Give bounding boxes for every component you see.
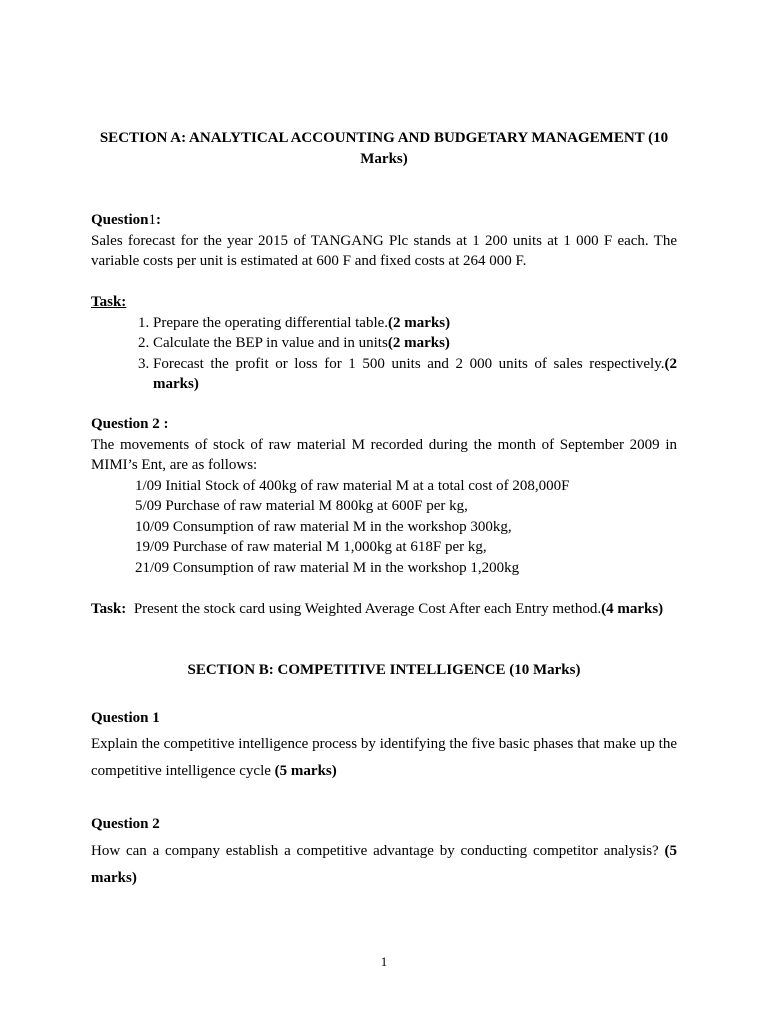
section-a-question-2 [91,414,677,578]
question-2-task [91,599,677,620]
question-2-task-marks: (4 marks) [601,601,664,617]
section-a-question-1 [91,210,677,272]
question-2-text: The movements of stock of raw material M recorded during the month of September 2009 in MIMI’s Ent, are as follows: [91,436,677,473]
stock-movement-list [91,476,677,579]
stock-entry: 5/09 Purchase of raw material M 800kg at 600F per kg, [135,498,468,514]
task-item-3: 3. Forecast the profit or loss for 1 500 units and 2 000 units of sales respectively.(2 marks) [153,354,677,395]
question-1-text: Sales forecast for the year 2015 of TANGANG Plc stands at 1 200 units at 1 000 F each. The variable costs per unit is estimated at 600 F and fixed costs at 264 000 F. [91,232,677,269]
stock-entry: 10/09 Consumption of raw material M in the workshop 300kg, [135,518,512,535]
task-label: Task: [91,294,127,310]
task-item-1: 1. Prepare the operating differential table.(2 marks) [153,313,677,334]
question-1-label: Question1: [91,212,162,228]
section-b-question-2-label: Question 2 [91,816,160,832]
section-a-question-1-tasks [91,292,677,395]
question-2-task-text: Present the stock card using Weighted Average Cost After each Entry method. [133,601,602,617]
stock-entry: 21/09 Consumption of raw material M in the workshop 1,200kg [135,559,520,576]
task-list [91,313,677,395]
stock-entry: 1/09 Initial Stock of 400kg of raw material M at a total cost of 208,000F [135,477,570,494]
section-b-question-1-text: Explain the competitive intelligence process by identifying the five basic phases that make up the competitive intelligence cycle (5 marks) [91,736,677,779]
question-2-label: Question 2 : [91,416,169,432]
section-a-heading-line2: Marks) [360,150,408,167]
section-b-question-2-text: How can a company establish a competitive advantage by conducting competitor analysis? (5 marks) [91,843,677,886]
section-b-heading: SECTION B: COMPETITIVE INTELLIGENCE (10 Marks) [187,662,581,678]
stock-entry: 19/09 Purchase of raw material M 1,000kg at 618F per kg, [135,539,487,555]
section-a-heading-line1: SECTION A: ANALYTICAL ACCOUNTING AND BUDGETARY MANAGEMENT (10 [99,130,669,146]
task-item-2: 2. Calculate the BEP in value and in units(2 marks) [153,333,677,354]
question-2-task-label: Task: [91,601,127,617]
section-b-question-1-label: Question 1 [91,710,160,726]
page-number: 1 [380,954,388,969]
section-a-heading [91,128,677,169]
